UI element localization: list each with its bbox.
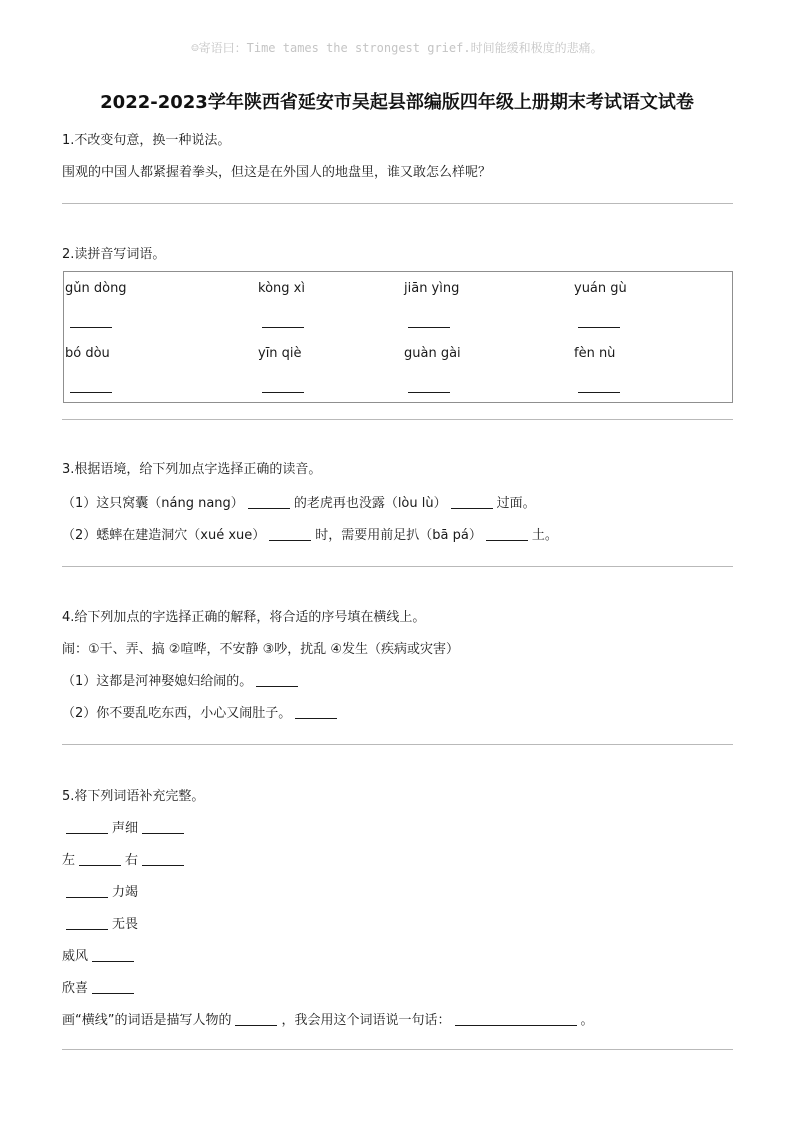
motto-header: ☺寄语曰：Time tames the strongest grief.时间能缓和极度的悲痛。 (191, 41, 603, 55)
q3-item-1-text-a: （1）这只窝囊（náng nang） (62, 496, 244, 511)
q5-word-5-text: 威风 (62, 949, 89, 964)
answer-blank[interactable] (262, 391, 304, 393)
q3-item-1 (62, 494, 536, 514)
divider (62, 203, 733, 204)
q5-final-text-c: 。 (580, 1013, 594, 1028)
q5-word-2-text-b: 右 (125, 853, 139, 868)
q5-word-1 (62, 819, 188, 839)
answer-blank[interactable] (451, 494, 493, 509)
pinyin-table (63, 271, 733, 403)
answer-blank[interactable] (92, 947, 134, 962)
answer-blank[interactable] (248, 494, 290, 509)
q3-item-2 (62, 526, 558, 546)
answer-blank[interactable] (295, 704, 337, 719)
q5-word-6 (62, 979, 138, 999)
q4-item-2 (62, 704, 341, 724)
answer-blank[interactable] (79, 851, 121, 866)
pinyin-4: yuán gù (574, 281, 627, 296)
q3-item-2-text-a: （2）蟋蟀在建造洞穴（xué xue） (62, 528, 266, 543)
answer-blank[interactable] (269, 526, 311, 541)
q5-word-4-text: 无畏 (112, 917, 139, 932)
answer-blank[interactable] (486, 526, 528, 541)
divider (62, 1049, 733, 1050)
pinyin-3: jiān yìng (404, 281, 460, 296)
pinyin-8: fèn nù (574, 346, 616, 361)
divider (62, 744, 733, 745)
divider (62, 566, 733, 567)
q5-word-2 (62, 851, 188, 871)
answer-blank[interactable] (408, 326, 450, 328)
q4-prompt: 4.给下列加点的字选择正确的解释，将合适的序号填在横线上。 (62, 610, 426, 625)
q4-item-1 (62, 672, 302, 692)
q5-word-2-text-a: 左 (62, 853, 76, 868)
answer-blank-long[interactable] (455, 1011, 577, 1026)
answer-blank[interactable] (408, 391, 450, 393)
q5-final-sentence (62, 1011, 594, 1031)
answer-blank[interactable] (578, 326, 620, 328)
answer-blank[interactable] (66, 819, 108, 834)
q4-item-2-text: （2）你不要乱吃东西，小心又闹肚子。 (62, 706, 292, 721)
pinyin-7: guàn gài (404, 346, 461, 361)
q5-final-text-b: ，我会用这个词语说一句话： (281, 1013, 451, 1028)
q3-prompt: 3.根据语境，给下列加点字选择正确的读音。 (62, 462, 322, 477)
q3-item-2-text-c: 土。 (531, 528, 558, 543)
answer-blank[interactable] (235, 1011, 277, 1026)
pinyin-5: bó dòu (65, 346, 110, 361)
page-title: 2022-2023学年陕西省延安市吴起县部编版四年级上册期末考试语文试卷 (100, 92, 694, 113)
answer-blank[interactable] (66, 883, 108, 898)
q5-prompt: 5.将下列词语补充完整。 (62, 789, 205, 804)
q1-prompt: 1.不改变句意，换一种说法。 (62, 133, 231, 148)
q5-word-3-text: 力竭 (112, 885, 139, 900)
answer-blank[interactable] (142, 851, 184, 866)
q5-word-3 (62, 883, 138, 903)
q5-final-text-a: 画“横线”的词语是描写人物的 (62, 1013, 232, 1028)
answer-blank[interactable] (142, 819, 184, 834)
answer-blank[interactable] (92, 979, 134, 994)
q2-prompt: 2.读拼音写词语。 (62, 247, 166, 262)
divider (62, 419, 733, 420)
q4-item-1-text: （1）这都是河神娶媳妇给闹的。 (62, 674, 253, 689)
q1-sentence: 围观的中国人都紧握着拳头，但这是在外国人的地盘里，谁又敢怎么样呢？ (62, 165, 492, 180)
q5-word-5 (62, 947, 138, 967)
q5-word-1-text: 声细 (112, 821, 139, 836)
pinyin-1: gǔn dòng (65, 281, 127, 296)
answer-blank[interactable] (66, 915, 108, 930)
answer-blank[interactable] (262, 326, 304, 328)
q3-item-1-text-b: 的老虎再也没露（lòu lù） (293, 496, 447, 511)
answer-blank[interactable] (578, 391, 620, 393)
pinyin-2: kòng xì (258, 281, 305, 296)
answer-blank[interactable] (70, 391, 112, 393)
q4-options: 闹：①干、弄、搞 ②喧哗，不安静 ③吵，扰乱 ④发生（疾病或灾害） (62, 642, 460, 657)
q5-word-4 (62, 915, 138, 935)
q3-item-1-text-c: 过面。 (496, 496, 536, 511)
q3-item-2-text-b: 时，需要用前足扒（bā pá） (315, 528, 482, 543)
answer-blank[interactable] (256, 672, 298, 687)
answer-blank[interactable] (70, 326, 112, 328)
pinyin-6: yīn qiè (258, 346, 302, 361)
q5-word-6-text: 欣喜 (62, 981, 89, 996)
